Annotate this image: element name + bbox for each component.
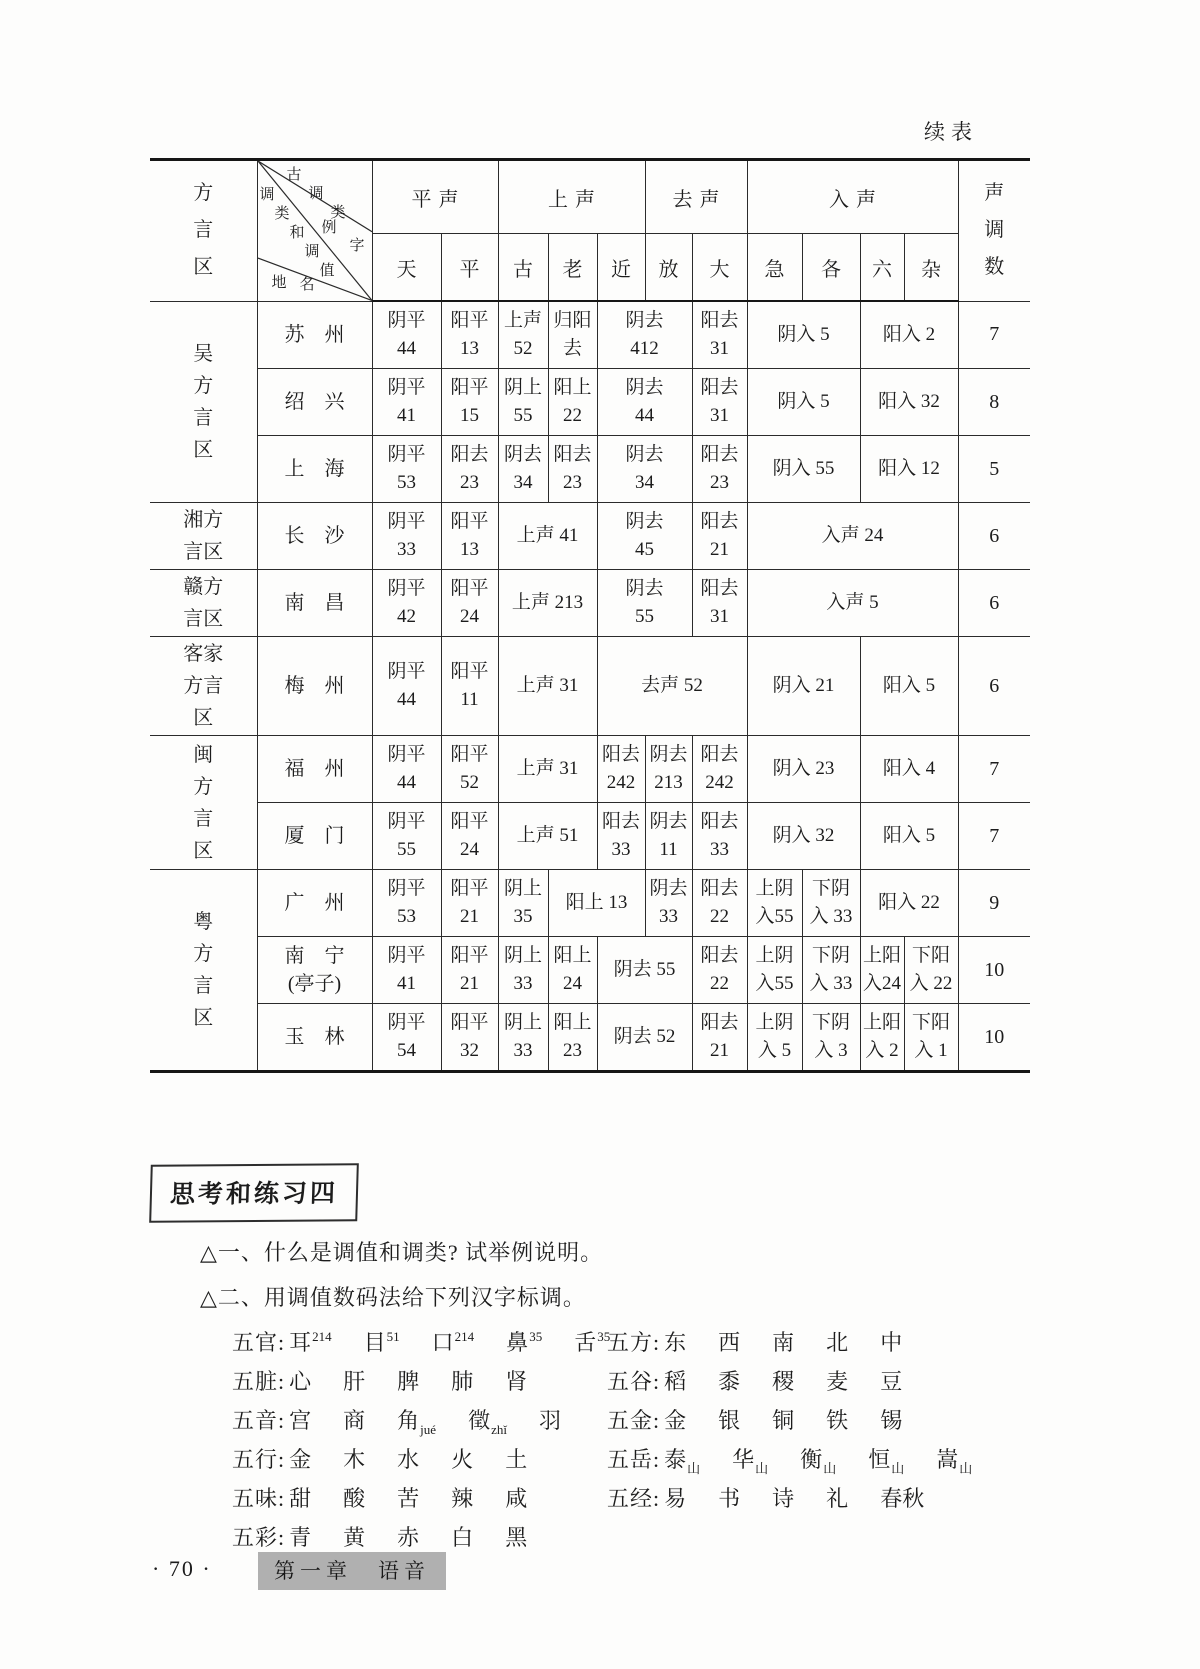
continued-table-label: 续表 xyxy=(924,120,978,144)
dialect-table-row xyxy=(150,570,1030,637)
tone-value-cell: 阳去 23 xyxy=(692,436,747,503)
dialect-table-row xyxy=(150,937,1030,1004)
example-char-header: 急 xyxy=(747,234,802,302)
tone-group-header-ru: 入声 xyxy=(747,160,958,234)
tone-value-cell: 阳去 23 xyxy=(441,436,498,503)
word-list-line xyxy=(232,1521,527,1552)
word-item: 中 xyxy=(880,1330,903,1355)
tone-value-cell: 阳去 242 xyxy=(692,736,747,803)
dialect-region-cell: 赣方 言区 xyxy=(150,570,257,637)
tone-number-superscript: 214 xyxy=(454,1329,475,1344)
word-item: 南 xyxy=(772,1330,795,1355)
tone-value-cell: 阴去 34 xyxy=(498,436,548,503)
annotation-subscript: 山 xyxy=(959,1461,973,1476)
city-cell: 福 州 xyxy=(257,736,372,803)
tone-value-cell: 阳入 5 xyxy=(860,803,958,870)
word-item: 咸 xyxy=(505,1486,528,1511)
tone-value-cell: 阴去 45 xyxy=(597,503,692,570)
word-item: 青 xyxy=(289,1525,312,1550)
word-list-line xyxy=(232,1326,610,1357)
tone-value-cell: 阳去 33 xyxy=(597,803,645,870)
tone-value-cell: 阴平 42 xyxy=(372,570,441,637)
tone-number-superscript: 35 xyxy=(529,1329,543,1344)
annotation-subscript: zhǐ xyxy=(491,1422,507,1437)
diagonal-label-ancient-tone-class: 类 xyxy=(330,205,346,221)
word-item: 金 xyxy=(289,1447,312,1472)
tone-value-cell: 阴去 55 xyxy=(597,937,692,1004)
tone-value-cell: 阴去 412 xyxy=(597,301,692,369)
example-char-header: 放 xyxy=(645,234,692,302)
page-number: · 70 · xyxy=(152,1556,212,1581)
tone-value-cell: 下阴 入 33 xyxy=(802,937,860,1004)
tone-value-cell: 上声 52 xyxy=(498,301,548,369)
tone-value-cell: 阳平 21 xyxy=(441,870,498,937)
tone-value-cell: 阴平 44 xyxy=(372,301,441,369)
diagonal-label-ancient-tone-class: 调 xyxy=(308,186,324,202)
tone-value-cell: 下阴 入 3 xyxy=(802,1004,860,1072)
region-column-header-text: 方 言 区 xyxy=(193,182,214,279)
word-item: 耳$^{214}$ xyxy=(289,1329,332,1355)
tone-value-cell: 阴去 34 xyxy=(597,436,692,503)
tone-value-cell: 上声 31 xyxy=(498,637,597,736)
tone-value-cell: 阴入 55 xyxy=(747,436,860,503)
dialect-region-cell: 客家 方言 区 xyxy=(150,637,257,736)
word-item: 金 xyxy=(664,1408,687,1433)
word-item: 易 xyxy=(664,1486,687,1511)
word-item: 东 xyxy=(664,1330,687,1355)
word-item: 礼 xyxy=(826,1486,849,1511)
tone-value-cell: 阴去 11 xyxy=(645,803,692,870)
tone-value-cell: 阳去 31 xyxy=(692,570,747,637)
tone-count-cell: 9 xyxy=(958,870,1030,937)
dialect-table-row xyxy=(150,870,1030,937)
tone-value-cell: 阳去 22 xyxy=(692,937,747,1004)
tone-value-cell: 阴平 41 xyxy=(372,937,441,1004)
city-cell: 玉 林 xyxy=(257,1004,372,1072)
word-list-line xyxy=(607,1482,924,1513)
word-item: 银 xyxy=(718,1408,741,1433)
tone-value-cell: 阳去 31 xyxy=(692,369,747,436)
tone-value-cell: 阳去 242 xyxy=(597,736,645,803)
word-item: 肝 xyxy=(343,1369,366,1394)
tone-value-cell: 阴去 44 xyxy=(597,369,692,436)
city-cell: 苏 州 xyxy=(257,301,372,369)
word-item: 泰$_山$ xyxy=(664,1447,701,1476)
diagonal-label-tone-class-and-value: 值 xyxy=(319,263,335,279)
word-list-line xyxy=(232,1443,527,1474)
word-item: 徵$_{zhǐ}$ xyxy=(468,1408,507,1437)
diagonal-label-place-name: 地 xyxy=(271,275,287,291)
tone-value-cell: 阳平 52 xyxy=(441,736,498,803)
diagonal-label-tone-class-and-value: 调 xyxy=(259,187,275,203)
example-char-header: 各 xyxy=(802,234,860,302)
example-char-header: 杂 xyxy=(904,234,958,302)
tone-value-cell: 阳平 15 xyxy=(441,369,498,436)
diagonal-labels xyxy=(258,161,372,301)
tone-value-cell: 阳去 31 xyxy=(692,301,747,369)
word-list-label: 五方: xyxy=(607,1330,661,1355)
tone-value-cell: 阴平 44 xyxy=(372,637,441,736)
exercise-question-2: △二、用调值数码法给下列汉字标调。 xyxy=(200,1285,586,1310)
tone-value-cell: 阳平 21 xyxy=(441,937,498,1004)
tone-number-superscript: 35 xyxy=(597,1329,611,1344)
tone-value-cell: 阳上 13 xyxy=(548,870,645,937)
tone-value-cell: 阴上 55 xyxy=(498,369,548,436)
word-item: 白 xyxy=(451,1525,474,1550)
tone-value-cell: 下阴 入 33 xyxy=(802,870,860,937)
tone-count-cell: 10 xyxy=(958,937,1030,1004)
annotation-subscript: 山 xyxy=(755,1461,769,1476)
word-item: 肾 xyxy=(505,1369,528,1394)
tone-count-cell: 7 xyxy=(958,736,1030,803)
tone-value-cell: 阳平 11 xyxy=(441,637,498,736)
tone-count-cell: 10 xyxy=(958,1004,1030,1072)
dialect-table-row xyxy=(150,736,1030,803)
word-item: 衡$_山$ xyxy=(800,1447,837,1476)
word-list-label: 五彩: xyxy=(232,1525,286,1550)
word-item: 诗 xyxy=(772,1486,795,1511)
word-list-label: 五金: xyxy=(607,1408,661,1433)
tone-value-cell: 阴入 32 xyxy=(747,803,860,870)
tone-number-superscript: 214 xyxy=(312,1329,332,1344)
word-item: 脾 xyxy=(397,1369,420,1394)
tone-value-cell: 阴去 55 xyxy=(597,570,692,637)
exercise-question-1: △一、什么是调值和调类? 试举例说明。 xyxy=(200,1240,604,1265)
tone-group-header-qu: 去声 xyxy=(645,160,747,234)
tone-value-cell: 阳入 22 xyxy=(860,870,958,937)
tone-value-cell: 阳去 23 xyxy=(548,436,597,503)
word-item: 稻 xyxy=(664,1369,687,1394)
word-item: 书 xyxy=(718,1486,741,1511)
tone-value-cell: 阴入 5 xyxy=(747,369,860,436)
tone-value-cell: 阳入 2 xyxy=(860,301,958,369)
example-char-header: 老 xyxy=(548,234,597,302)
word-item: 西 xyxy=(718,1330,741,1355)
tone-count-cell: 6 xyxy=(958,570,1030,637)
word-item: 火 xyxy=(451,1447,474,1472)
tone-value-cell: 阳入 4 xyxy=(860,736,958,803)
word-list-label: 五官: xyxy=(232,1330,286,1355)
tone-value-cell: 上声 41 xyxy=(498,503,597,570)
dialect-region-cell: 闽 方 言 区 xyxy=(150,736,257,870)
word-list-label: 五脏: xyxy=(232,1369,286,1394)
word-list-label: 五谷: xyxy=(607,1369,661,1394)
tone-value-cell: 阳去 21 xyxy=(692,1004,747,1072)
tone-value-cell: 阳入 12 xyxy=(860,436,958,503)
city-cell: 上 海 xyxy=(257,436,372,503)
tone-value-cell: 阴入 23 xyxy=(747,736,860,803)
tone-value-cell: 阳平 24 xyxy=(441,803,498,870)
annotation-subscript: jué xyxy=(420,1422,437,1437)
tone-count-cell: 5 xyxy=(958,436,1030,503)
tone-value-cell: 阴去 33 xyxy=(645,870,692,937)
chapter-label: 第一章 语音 xyxy=(258,1552,446,1590)
word-item: 华$_山$ xyxy=(732,1447,769,1476)
word-item: 土 xyxy=(505,1447,528,1472)
diagonal-label-example-chars: 字 xyxy=(349,238,365,254)
tone-value-cell: 去声 52 xyxy=(597,637,747,736)
tone-value-cell: 阳上 23 xyxy=(548,1004,597,1072)
tone-value-cell: 阳平 32 xyxy=(441,1004,498,1072)
tone-count-cell: 7 xyxy=(958,301,1030,369)
tone-value-cell: 归阳 去 xyxy=(548,301,597,369)
tone-count-header-text: 声 调 数 xyxy=(984,182,1005,279)
tone-value-cell: 阴入 5 xyxy=(747,301,860,369)
word-item: 豆 xyxy=(880,1369,903,1394)
word-item: 鼻$^{35}$ xyxy=(506,1329,543,1355)
city-cell: 厦 门 xyxy=(257,803,372,870)
annotation-subscript: 山 xyxy=(687,1461,701,1476)
tone-count-cell: 8 xyxy=(958,369,1030,436)
word-item: 肺 xyxy=(451,1369,474,1394)
tone-value-cell: 阴平 53 xyxy=(372,436,441,503)
word-item: 木 xyxy=(343,1447,366,1472)
word-list-line xyxy=(607,1443,972,1474)
word-item: 赤 xyxy=(397,1525,420,1550)
tone-value-cell: 入声 24 xyxy=(747,503,958,570)
city-cell: 梅 州 xyxy=(257,637,372,736)
city-cell: 广 州 xyxy=(257,870,372,937)
word-item: 铜 xyxy=(772,1408,795,1433)
tone-value-cell: 阳入 5 xyxy=(860,637,958,736)
tone-value-cell: 阴上 33 xyxy=(498,937,548,1004)
word-item: 舌$^{35}$ xyxy=(574,1329,611,1355)
word-item: 羽 xyxy=(538,1408,561,1433)
tone-value-cell: 阴平 54 xyxy=(372,1004,441,1072)
tone-value-cell: 下阳 入 22 xyxy=(904,937,958,1004)
word-item: 目$^{51}$ xyxy=(363,1329,400,1355)
word-item: 锡 xyxy=(880,1408,903,1433)
word-item: 酸 xyxy=(343,1486,366,1511)
example-char-header: 古 xyxy=(498,234,548,302)
word-item: 辣 xyxy=(451,1486,474,1511)
header-row-tone-groups xyxy=(150,160,1030,234)
tone-group-header-shang: 上声 xyxy=(498,160,645,234)
word-item: 苦 xyxy=(397,1486,420,1511)
tone-value-cell: 阴平 44 xyxy=(372,736,441,803)
example-char-header: 平 xyxy=(441,234,498,302)
annotation-subscript: 山 xyxy=(891,1461,905,1476)
diagonal-label-ancient-tone-class: 古 xyxy=(286,167,302,183)
word-item: 嵩$_山$ xyxy=(936,1447,973,1476)
word-item: 商 xyxy=(343,1408,366,1433)
diagonal-label-example-chars: 例 xyxy=(321,220,337,236)
tone-value-cell: 上阴 入 5 xyxy=(747,1004,802,1072)
tone-count-cell: 6 xyxy=(958,503,1030,570)
word-item: 麦 xyxy=(826,1369,849,1394)
word-list-label: 五经: xyxy=(607,1486,661,1511)
dialect-region-cell: 湘方 言区 xyxy=(150,503,257,570)
tone-value-cell: 入声 5 xyxy=(747,570,958,637)
word-item: 角$_{jué}$ xyxy=(397,1408,437,1437)
tone-value-cell: 下阳 入 1 xyxy=(904,1004,958,1072)
example-char-header: 天 xyxy=(372,234,441,302)
tone-value-cell: 阴平 33 xyxy=(372,503,441,570)
dialect-table-row xyxy=(150,369,1030,436)
city-cell: 南 宁 (亭子) xyxy=(257,937,372,1004)
diagonal-label-tone-class-and-value: 类 xyxy=(274,206,290,222)
tone-value-cell: 阴入 21 xyxy=(747,637,860,736)
tone-group-header-ping: 平声 xyxy=(372,160,498,234)
region-column-header xyxy=(150,160,257,302)
word-item: 稷 xyxy=(772,1369,795,1394)
word-list-line xyxy=(607,1326,902,1357)
word-item: 北 xyxy=(826,1330,849,1355)
tone-count-header xyxy=(958,160,1030,302)
word-list-line xyxy=(232,1365,527,1396)
word-item: 水 xyxy=(397,1447,420,1472)
word-item: 口$^{214}$ xyxy=(431,1329,475,1355)
exercise-section-title: 思考和练习四 xyxy=(169,1180,339,1209)
tone-count-cell: 7 xyxy=(958,803,1030,870)
dialect-region-cell: 吴 方 言 区 xyxy=(150,301,257,503)
diagonal-header-cell xyxy=(257,160,372,302)
tone-value-cell: 阴去 213 xyxy=(645,736,692,803)
tone-value-cell: 阳入 32 xyxy=(860,369,958,436)
example-char-header: 大 xyxy=(692,234,747,302)
word-item: 心 xyxy=(289,1369,312,1394)
dialect-table-row xyxy=(150,803,1030,870)
example-char-header: 六 xyxy=(860,234,904,302)
exercise-section-title-box xyxy=(149,1163,359,1222)
word-item: 恒$_山$ xyxy=(868,1447,905,1476)
diagonal-label-tone-class-and-value: 和 xyxy=(289,225,305,241)
tone-value-cell: 上声 31 xyxy=(498,736,597,803)
tone-value-cell: 阴平 55 xyxy=(372,803,441,870)
word-list-label: 五行: xyxy=(232,1447,286,1472)
word-item: 黑 xyxy=(505,1525,528,1550)
tone-value-cell: 阳上 24 xyxy=(548,937,597,1004)
word-item: 黍 xyxy=(718,1369,741,1394)
tone-value-cell: 阳去 33 xyxy=(692,803,747,870)
dialect-table-row xyxy=(150,637,1030,736)
tone-value-cell: 上阳 入 2 xyxy=(860,1004,904,1072)
diagonal-label-tone-class-and-value: 调 xyxy=(304,244,320,260)
dialect-tone-table xyxy=(150,158,1030,1073)
city-cell: 南 昌 xyxy=(257,570,372,637)
word-item: 甜 xyxy=(289,1486,312,1511)
dialect-table-row xyxy=(150,301,1030,369)
word-list-label: 五味: xyxy=(232,1486,286,1511)
tone-value-cell: 阳平 13 xyxy=(441,301,498,369)
tone-value-cell: 阳上 22 xyxy=(548,369,597,436)
tone-count-cell: 6 xyxy=(958,637,1030,736)
word-list-label: 五岳: xyxy=(607,1447,661,1472)
tone-value-cell: 阴平 41 xyxy=(372,369,441,436)
city-cell: 绍 兴 xyxy=(257,369,372,436)
tone-number-superscript: 51 xyxy=(386,1329,400,1344)
word-list-line xyxy=(232,1482,527,1513)
dialect-table-row xyxy=(150,1004,1030,1072)
word-item: 黄 xyxy=(343,1525,366,1550)
tone-value-cell: 阴上 33 xyxy=(498,1004,548,1072)
word-item: 春秋 xyxy=(880,1486,925,1511)
diagonal-label-place-name: 名 xyxy=(299,277,315,293)
dialect-table-row xyxy=(150,436,1030,503)
word-list-line xyxy=(607,1404,902,1435)
word-list-label: 五音: xyxy=(232,1408,286,1433)
word-list-line xyxy=(607,1365,902,1396)
tone-value-cell: 上声 213 xyxy=(498,570,597,637)
tone-value-cell: 阴上 35 xyxy=(498,870,548,937)
tone-value-cell: 上阴 入55 xyxy=(747,937,802,1004)
tone-value-cell: 阳去 21 xyxy=(692,503,747,570)
dialect-table-row xyxy=(150,503,1030,570)
city-cell: 长 沙 xyxy=(257,503,372,570)
tone-value-cell: 阳去 22 xyxy=(692,870,747,937)
word-list-line xyxy=(232,1404,561,1435)
tone-value-cell: 阴去 52 xyxy=(597,1004,692,1072)
tone-value-cell: 阴平 53 xyxy=(372,870,441,937)
tone-value-cell: 上阳 入24 xyxy=(860,937,904,1004)
example-char-header: 近 xyxy=(597,234,645,302)
tone-value-cell: 上阴 入55 xyxy=(747,870,802,937)
annotation-subscript: 山 xyxy=(823,1461,837,1476)
tone-value-cell: 上声 51 xyxy=(498,803,597,870)
tone-value-cell: 阳平 24 xyxy=(441,570,498,637)
word-item: 宫 xyxy=(289,1408,312,1433)
tone-value-cell: 阳平 13 xyxy=(441,503,498,570)
dialect-region-cell: 粤 方 言 区 xyxy=(150,870,257,1072)
word-item: 铁 xyxy=(826,1408,849,1433)
